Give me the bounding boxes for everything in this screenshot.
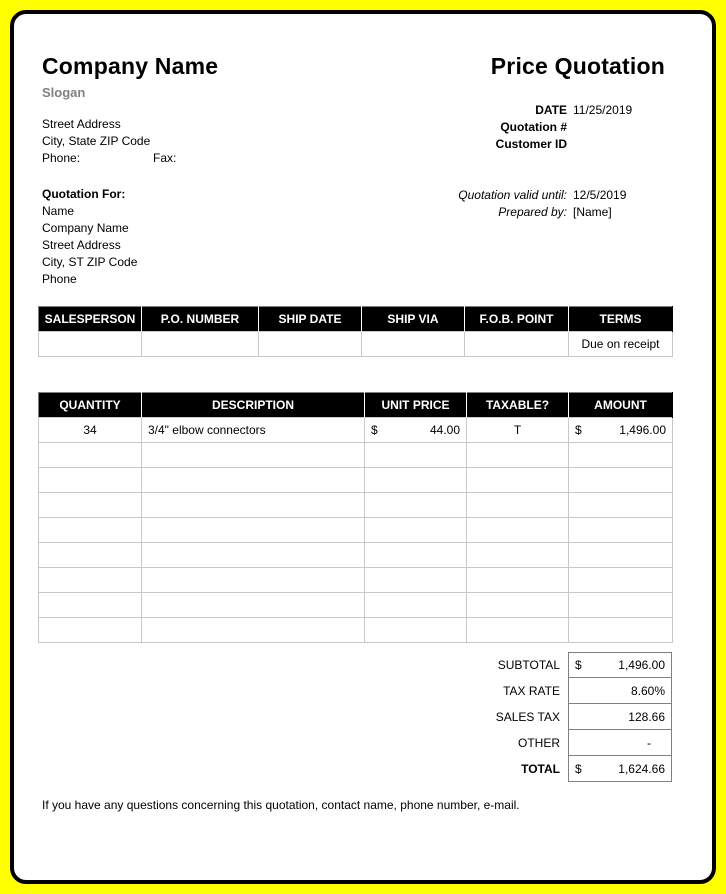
fax-label: Fax: — [153, 151, 177, 165]
amount-value: 1,496.00 — [619, 423, 666, 437]
phone-fax-line — [42, 150, 176, 167]
currency-symbol: $ — [575, 761, 582, 776]
empty-cell[interactable] — [365, 518, 467, 543]
meta-block — [320, 102, 650, 153]
address-line: Street Address — [42, 117, 121, 131]
footer-note: If you have any questions concerning this quotation, contact name, phone number, e-mail. — [42, 798, 520, 812]
header-salesperson: SALESPERSON — [39, 307, 142, 332]
other-value: - — [647, 735, 651, 750]
empty-cell[interactable] — [142, 568, 365, 593]
company-slogan: Slogan — [42, 85, 86, 100]
customer-id-label: Customer ID — [495, 137, 567, 151]
empty-cell[interactable] — [467, 493, 569, 518]
empty-cell[interactable] — [142, 493, 365, 518]
header-quantity: QUANTITY — [39, 393, 142, 418]
header-fob-point: F.O.B. POINT — [465, 307, 569, 332]
other-row — [38, 730, 672, 756]
empty-cell[interactable] — [365, 493, 467, 518]
currency-symbol: $ — [575, 658, 582, 672]
header-ship-date: SHIP DATE — [259, 307, 362, 332]
subtotal-value: 1,496.00 — [618, 658, 665, 672]
unit-price-value: 44.00 — [429, 423, 460, 437]
item-row-empty — [39, 443, 673, 468]
empty-cell[interactable] — [467, 518, 569, 543]
empty-cell[interactable] — [365, 618, 467, 643]
empty-cell[interactable] — [569, 568, 673, 593]
item-row-empty — [39, 518, 673, 543]
description-cell[interactable]: 3/4" elbow connectors — [142, 418, 365, 443]
date-row — [320, 102, 650, 119]
po-number-cell[interactable] — [142, 332, 259, 357]
quotation-number-row — [320, 119, 650, 136]
quotation-for-heading: Quotation For: — [42, 187, 126, 201]
empty-cell[interactable] — [365, 443, 467, 468]
empty-cell[interactable] — [569, 443, 673, 468]
item-row-empty — [39, 593, 673, 618]
empty-cell[interactable] — [142, 543, 365, 568]
quantity-cell[interactable]: 34 — [39, 418, 142, 443]
subtotal-label: SUBTOTAL — [497, 658, 560, 672]
prepared-by-value[interactable]: [Name] — [573, 205, 612, 219]
fob-point-cell[interactable] — [465, 332, 569, 357]
taxable-cell[interactable]: T — [467, 418, 569, 443]
empty-cell[interactable] — [365, 468, 467, 493]
empty-cell[interactable] — [569, 543, 673, 568]
tax-rate-value: 8.60% — [630, 683, 665, 698]
empty-cell[interactable] — [39, 618, 142, 643]
item-row-empty — [39, 543, 673, 568]
items-table — [38, 392, 673, 643]
header-terms: TERMS — [569, 307, 673, 332]
quotation-for-block — [42, 186, 137, 288]
total-row — [38, 756, 672, 782]
totals-section — [38, 652, 672, 782]
tax-rate-label: TAX RATE — [503, 684, 560, 698]
other-label: OTHER — [518, 736, 560, 750]
tax-rate-value-box[interactable] — [568, 677, 672, 704]
subtotal-value-box[interactable] — [568, 652, 672, 678]
sales-tax-value-box[interactable] — [568, 703, 672, 730]
shipping-table — [38, 306, 673, 357]
item-row-empty — [39, 468, 673, 493]
empty-cell[interactable] — [365, 543, 467, 568]
date-label: DATE — [535, 103, 567, 117]
item-row-empty — [39, 493, 673, 518]
empty-cell[interactable] — [39, 543, 142, 568]
empty-cell[interactable] — [569, 468, 673, 493]
header-po-number: P.O. NUMBER — [142, 307, 259, 332]
address-line: City, State ZIP Code — [42, 134, 151, 148]
empty-cell[interactable] — [39, 568, 142, 593]
subtotal-row — [38, 652, 672, 678]
unit-price-cell[interactable] — [365, 418, 467, 443]
header-ship-via: SHIP VIA — [362, 307, 465, 332]
validity-block — [320, 187, 650, 221]
empty-cell[interactable] — [569, 593, 673, 618]
tax-rate-row — [38, 678, 672, 704]
item-row — [39, 418, 673, 443]
quotation-for-line[interactable]: Company Name — [42, 221, 129, 235]
shipping-table-row — [39, 332, 673, 357]
other-value-box[interactable] — [568, 729, 672, 756]
quotation-number-label: Quotation # — [500, 120, 567, 134]
empty-cell[interactable] — [569, 518, 673, 543]
items-table-body — [39, 418, 673, 643]
sales-tax-row — [38, 704, 672, 730]
valid-until-value[interactable]: 12/5/2019 — [573, 188, 627, 202]
date-value[interactable]: 11/25/2019 — [573, 103, 633, 117]
empty-cell[interactable] — [142, 618, 365, 643]
valid-until-row — [320, 187, 650, 204]
empty-cell[interactable] — [467, 543, 569, 568]
terms-cell[interactable]: Due on receipt — [569, 332, 673, 357]
header-taxable: TAXABLE? — [467, 393, 569, 418]
total-value-box[interactable] — [568, 755, 672, 782]
empty-cell[interactable] — [569, 493, 673, 518]
quotation-for-line[interactable]: Street Address — [42, 238, 121, 252]
prepared-by-row — [320, 204, 650, 221]
ship-date-cell[interactable] — [259, 332, 362, 357]
page-title: Price Quotation — [490, 53, 665, 79]
sales-tax-label: SALES TAX — [495, 710, 560, 724]
empty-cell[interactable] — [467, 618, 569, 643]
total-value: 1,624.66 — [618, 761, 665, 776]
items-table-header-row — [39, 393, 673, 418]
phone-label: Phone: — [42, 151, 81, 165]
empty-cell[interactable] — [39, 443, 142, 468]
total-label: TOTAL — [521, 762, 560, 776]
prepared-by-label: Prepared by: — [498, 205, 567, 219]
empty-cell[interactable] — [467, 593, 569, 618]
customer-id-row — [320, 136, 650, 153]
empty-cell[interactable] — [467, 443, 569, 468]
empty-cell[interactable] — [142, 593, 365, 618]
salesperson-cell[interactable] — [39, 332, 142, 357]
empty-cell[interactable] — [467, 568, 569, 593]
currency-symbol: $ — [371, 423, 378, 437]
empty-cell[interactable] — [365, 568, 467, 593]
empty-cell[interactable] — [365, 593, 467, 618]
empty-cell[interactable] — [39, 593, 142, 618]
ship-via-cell[interactable] — [362, 332, 465, 357]
empty-cell[interactable] — [39, 518, 142, 543]
quotation-for-line[interactable]: Phone — [42, 272, 77, 286]
item-row-empty — [39, 568, 673, 593]
company-name: Company Name — [42, 53, 219, 79]
empty-cell[interactable] — [39, 493, 142, 518]
item-row-empty — [39, 618, 673, 643]
empty-cell[interactable] — [467, 468, 569, 493]
sales-tax-value: 128.66 — [628, 709, 665, 724]
header-amount: AMOUNT — [569, 393, 673, 418]
empty-cell[interactable] — [39, 468, 142, 493]
header-unit-price: UNIT PRICE — [365, 393, 467, 418]
empty-cell[interactable] — [569, 618, 673, 643]
quotation-for-line[interactable]: Name — [42, 204, 75, 218]
quotation-for-line[interactable]: City, ST ZIP Code — [42, 255, 138, 269]
company-address-block — [42, 116, 176, 167]
amount-cell[interactable] — [569, 418, 673, 443]
empty-cell[interactable] — [142, 518, 365, 543]
currency-symbol: $ — [575, 423, 582, 437]
valid-until-label: Quotation valid until: — [458, 188, 567, 202]
shipping-table-header-row — [39, 307, 673, 332]
empty-cell[interactable] — [142, 443, 365, 468]
header-description: DESCRIPTION — [142, 393, 365, 418]
empty-cell[interactable] — [142, 468, 365, 493]
